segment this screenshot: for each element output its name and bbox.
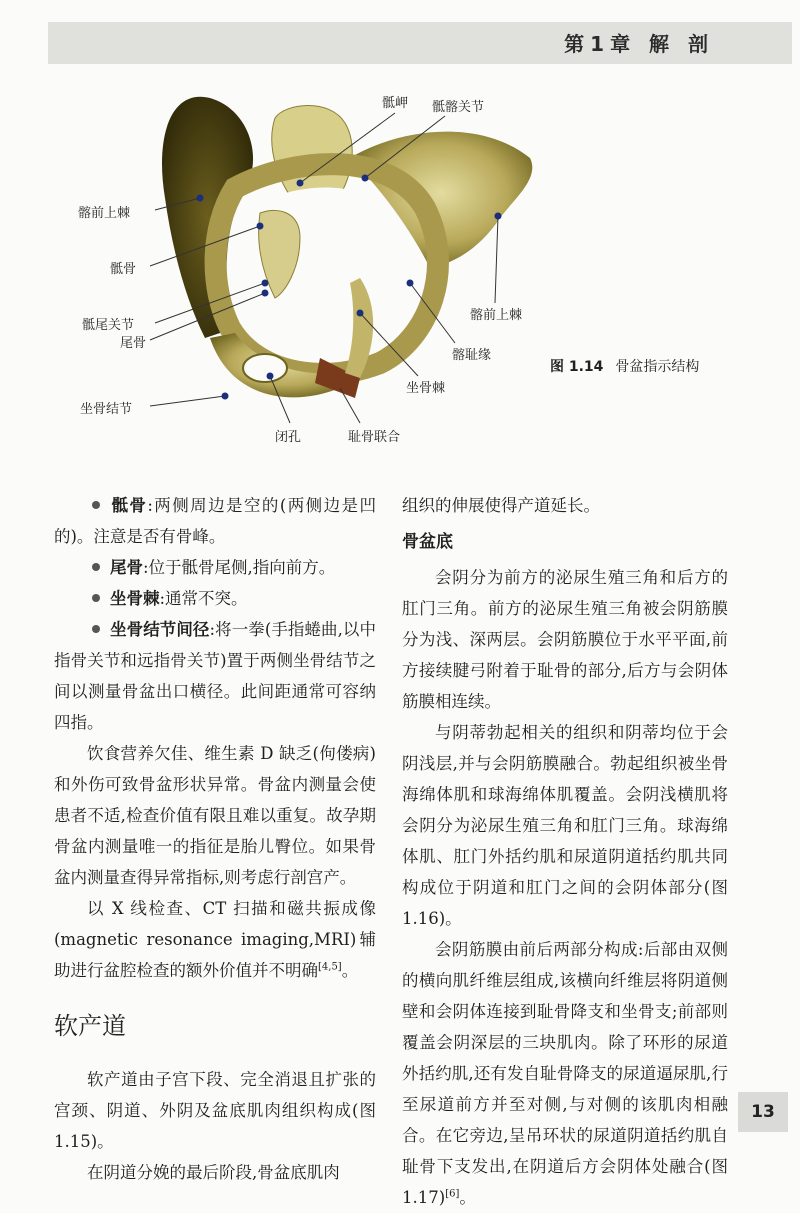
right-column [402, 490, 728, 1213]
bullet-dot [92, 563, 100, 571]
bullet-term: 骶骨 [110, 496, 148, 515]
chapter-header-bar [48, 22, 792, 64]
bullet-item [54, 490, 376, 552]
citation-ref: [4,5] [318, 961, 342, 973]
bullet-term: 尾骨 [110, 558, 143, 577]
paragraph: 会阴分为前方的泌尿生殖三角和后方的肛门三角。前方的泌尿生殖三角被会阴筋膜分为浅、深两层。会阴筋膜位于水平平面,前方接续腱弓附着于耻骨的部分,后方与会阴体筋膜相连续。 [402, 568, 728, 711]
pelvis-figure [60, 78, 740, 458]
bullet-item [54, 552, 376, 583]
bullet-term: 坐骨棘 [110, 589, 160, 608]
label-ischial-tuberosity: 坐骨结节 [80, 402, 133, 417]
bullet-dot [92, 594, 100, 602]
label-pubic-symphysis: 耻骨联合 [348, 430, 401, 445]
bullet-term: 坐骨结节间径 [110, 620, 210, 639]
paragraph [54, 893, 376, 986]
label-sacral-promontory: 骶岬 [382, 96, 409, 111]
paragraph: 与阴蒂勃起相关的组织和阴蒂均位于会阴浅层,并与会阴筋膜融合。勃起组织被坐骨海绵体肌和球海绵体肌覆盖。会阴浅横肌将会阴分为泌尿生殖三角和肛门三角。球海绵体肌、肛门外括约肌和尿道阴道括约肌共同构成位于阴道和肛门之间的会阴体部分(图 1.16)。 [402, 723, 728, 928]
bullet-text: :通常不突。 [159, 589, 248, 608]
label-asis-left: 髂前上棘 [78, 206, 131, 221]
label-ischial-spine: 坐骨棘 [406, 381, 446, 396]
paragraph-text: 以 X 线检查、CT 扫描和磁共振成像(magnetic resonance imaging,MRI)辅助进行盆腔检查的额外价值并不明确 [54, 899, 376, 980]
label-coccyx: 尾骨 [120, 336, 147, 351]
paragraph: 饮食营养欠佳、维生素 D 缺乏(佝偻病)和外伤可致骨盆形状异常。骨盆内测量会使患者不适,检查价值有限且难以重复。故孕期骨盆内测量唯一的指征是胎儿臀位。如果骨盆内测量查得异常指标,则考虑行剖宫产。 [54, 744, 376, 887]
page-number: 13 [738, 1092, 788, 1132]
subsection-title: 骨盆底 [402, 532, 453, 552]
paragraph: 在阴道分娩的最后阶段,骨盆底肌肉 [87, 1163, 340, 1182]
figure-caption [550, 356, 699, 376]
left-column [54, 490, 376, 1188]
label-sacrococcygeal-joint: 骶尾关节 [82, 318, 135, 333]
label-sacroiliac-joint: 骶髂关节 [432, 100, 485, 115]
bullet-item [54, 583, 376, 614]
chapter-title: 第1章 解 剖 [564, 32, 714, 56]
figure-number: 图 1.14 [550, 359, 604, 375]
section-title: 软产道 [54, 1012, 126, 1040]
bullet-text: :两侧周边是空的(两侧边是凹的)。注意是否有骨峰。 [54, 496, 376, 546]
label-iliopectineal-line: 髂耻缘 [452, 348, 492, 363]
paragraph-end: 。 [459, 1188, 476, 1207]
figure-caption-text: 骨盆指示结构 [615, 359, 700, 375]
paragraph [402, 934, 728, 1213]
label-sacrum: 骶骨 [110, 262, 137, 277]
bullet-dot [92, 625, 100, 633]
paragraph: 组织的伸展使得产道延长。 [402, 496, 600, 515]
paragraph-text: 会阴筋膜由前后两部分构成:后部由双侧的横向肌纤维层组成,该横向纤维层将阴道侧壁和会阴体连接到耻骨降支和坐骨支;前部则覆盖会阴深层的三块肌肉。除了环形的尿道外括约肌,还有发自耻骨降支的尿道逼尿肌,行至尿道前方并至对侧,与对侧的该肌肉相融合。在它旁边,呈吊环状的尿道阴道括约肌自耻骨下支发出,在阴道后方会阴体处融合(图 1.17) [402, 940, 728, 1207]
paragraph-end: 。 [341, 961, 359, 980]
pelvis-illustration [60, 78, 740, 458]
bullet-text: :位于骶骨尾侧,指向前方。 [143, 558, 336, 577]
label-obturator-foramen: 闭孔 [275, 430, 302, 445]
bullet-text: :将一拳(手指蜷曲,以中指骨关节和远指骨关节)置于两侧坐骨结节之间以测量骨盆出口横径。此间距通常可容纳四指。 [54, 620, 377, 732]
paragraph: 软产道由子宫下段、完全消退且扩张的宫颈、阴道、外阴及盆底肌肉组织构成(图 1.15)。 [54, 1070, 376, 1151]
bullet-dot [92, 501, 100, 509]
label-asis-right: 髂前上棘 [470, 308, 523, 323]
citation-ref: [6] [445, 1188, 460, 1200]
bullet-item [54, 614, 376, 738]
